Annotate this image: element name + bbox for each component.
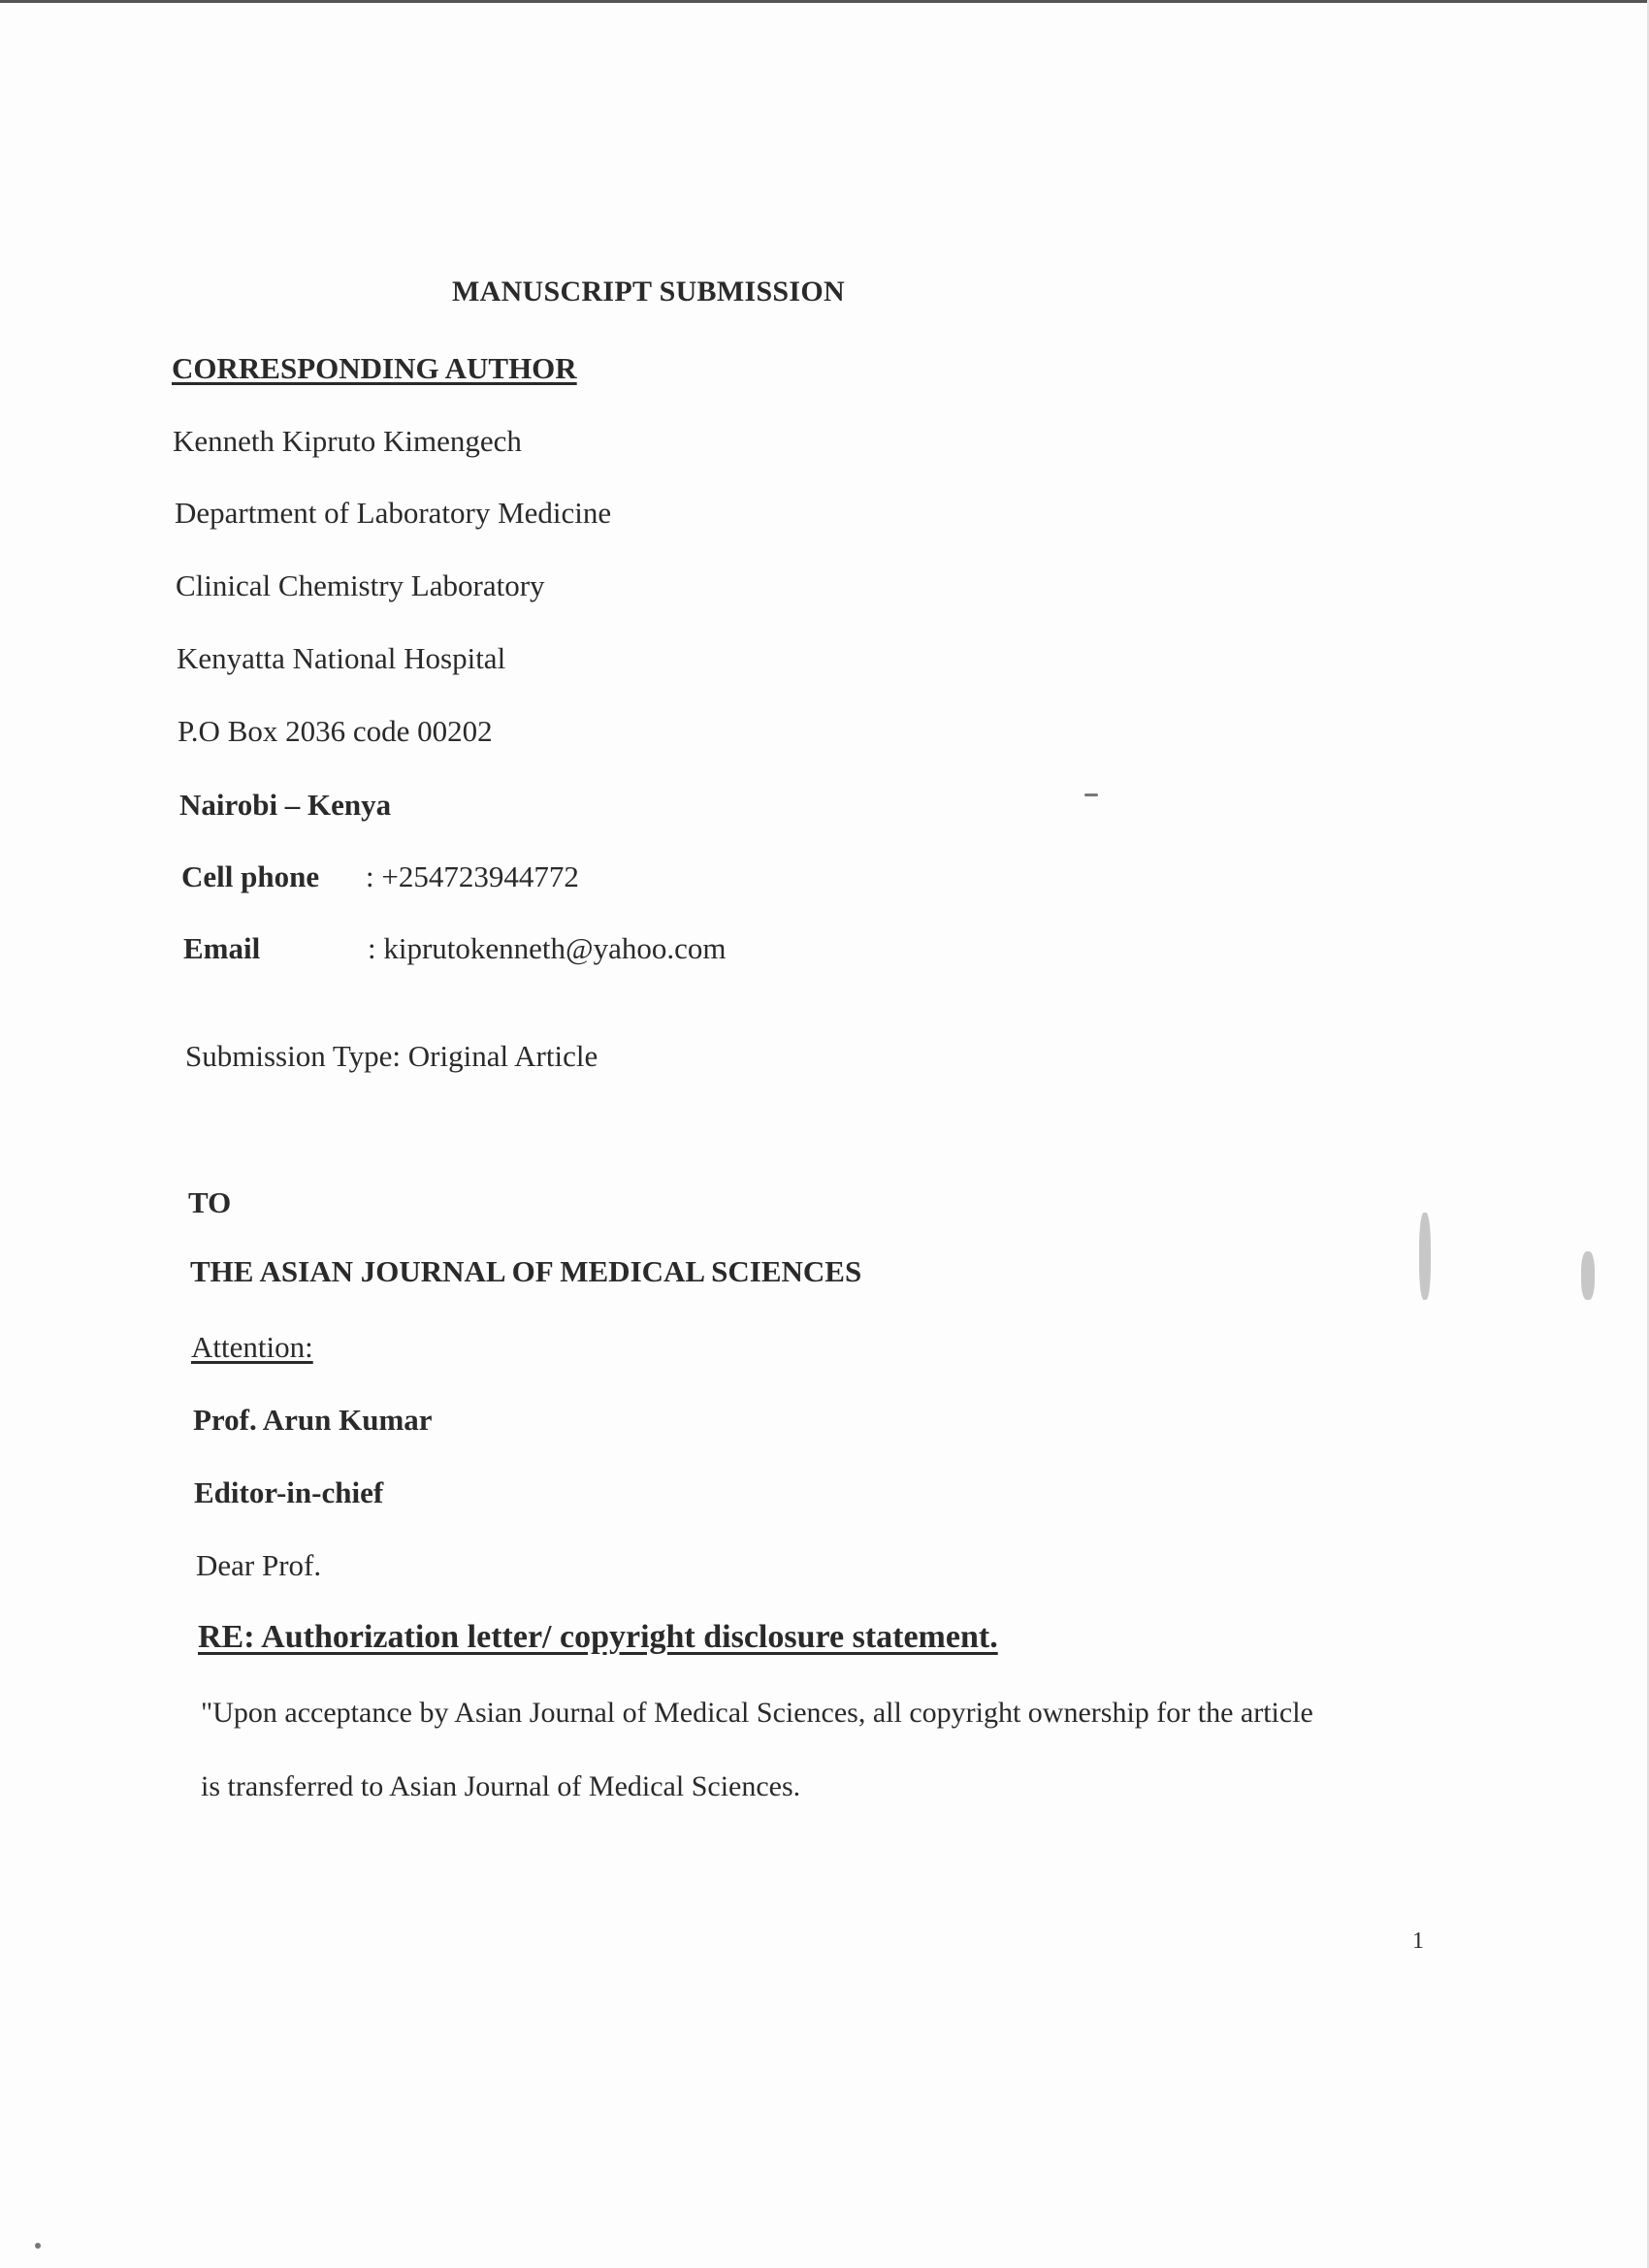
scan-speck	[35, 2243, 41, 2249]
scan-smudge-mark	[1419, 1213, 1431, 1300]
cell-phone-value: : +254723944772	[366, 859, 579, 893]
author-hospital: Kenyatta National Hospital	[177, 641, 506, 675]
email-value: : kiprutokenneth@yahoo.com	[368, 931, 727, 965]
journal-name: THE ASIAN JOURNAL OF MEDICAL SCIENCES	[190, 1254, 862, 1288]
author-department: Department of Laboratory Medicine	[175, 496, 612, 530]
editor-name: Prof. Arun Kumar	[193, 1403, 433, 1437]
page-number: 1	[1412, 1928, 1424, 1954]
scan-smudge-mark	[1581, 1251, 1595, 1300]
attention-label: Attention:	[191, 1330, 313, 1364]
to-label: TO	[188, 1185, 232, 1219]
document-title: MANUSCRIPT SUBMISSION	[452, 275, 845, 308]
author-laboratory: Clinical Chemistry Laboratory	[176, 568, 545, 602]
re-subject-line: RE: Authorization letter/ copyright disclosure statement.	[198, 1619, 998, 1655]
body-paragraph-line-2: is transferred to Asian Journal of Medical Sciences.	[201, 1770, 801, 1802]
scan-speck	[1084, 794, 1098, 796]
body-paragraph-line-1: "Upon acceptance by Asian Journal of Medical Sciences, all copyright ownership for the article	[201, 1697, 1313, 1729]
salutation: Dear Prof.	[196, 1548, 322, 1582]
author-po-box: P.O Box 2036 code 00202	[178, 714, 493, 748]
cell-phone-label: Cell phone	[181, 859, 320, 893]
email-label: Email	[183, 931, 261, 965]
editor-title: Editor-in-chief	[194, 1475, 384, 1509]
author-name: Kenneth Kipruto Kimengech	[173, 424, 522, 458]
email-row	[183, 930, 726, 967]
submission-type: Submission Type: Original Article	[185, 1039, 598, 1073]
author-city: Nairobi – Kenya	[179, 788, 392, 822]
scan-top-edge	[0, 0, 1649, 3]
cell-phone-row	[181, 859, 579, 895]
corresponding-author-heading: CORRESPONDING AUTHOR	[172, 351, 577, 385]
